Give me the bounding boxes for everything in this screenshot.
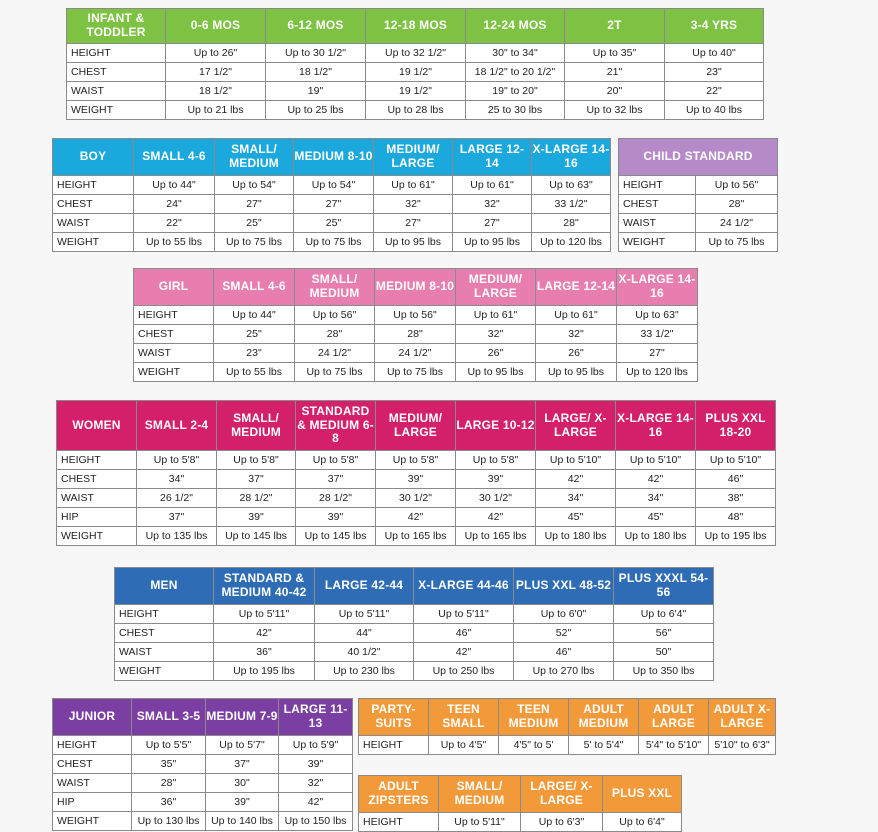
measurement-value: 30" to 34" [466,44,565,63]
measurement-value: Up to 5'10" [536,451,616,470]
measurement-label: WEIGHT [67,101,166,120]
measurement-label: HEIGHT [134,306,214,325]
measurement-value: 37" [296,470,376,489]
measurement-value: Up to 54" [215,176,294,195]
measurement-value: 28" [375,325,456,344]
measurement-value: 28" [532,214,611,233]
measurement-row-height [134,306,698,325]
size-header-0-6-mos: 0-6 MOS [166,9,266,44]
measurement-value: Up to 75 lbs [375,363,456,382]
size-header-small-4-6: SMALL 4-6 [134,139,215,176]
size-header-large-12-14: LARGE 12-14 [536,269,617,306]
measurement-row-chest [619,195,778,214]
size-header-small-medium: SMALL/ MEDIUM [295,269,375,306]
measurement-value: Up to 61" [453,176,532,195]
measurement-value: Up to 75 lbs [696,233,778,252]
measurement-value: 26" [536,344,617,363]
measurement-value: 23" [665,63,764,82]
measurement-value: Up to 195 lbs [214,662,315,681]
measurement-value: Up to 120 lbs [617,363,698,382]
measurement-value: 42" [279,793,353,812]
size-header-small-medium: SMALL/ MEDIUM [217,401,296,451]
category-header: BOY [53,139,134,176]
measurement-value: Up to 95 lbs [456,363,536,382]
measurement-row-height [53,736,353,755]
measurement-row-weight [57,527,776,546]
measurement-value: Up to 5'11" [315,605,414,624]
size-header-6-12-mos: 6-12 MOS [266,9,366,44]
header-row [57,401,776,451]
size-header-medium-large: MEDIUM/ LARGE [376,401,456,451]
measurement-label: CHEST [619,195,696,214]
measurement-value: Up to 61" [456,306,536,325]
measurement-value: 32" [279,774,353,793]
measurement-label: HEIGHT [57,451,137,470]
measurement-value: 18 1/2" to 20 1/2" [466,63,565,82]
measurement-value: 19 1/2" [366,63,466,82]
measurement-label: CHEST [53,755,132,774]
size-header-large-11-13: LARGE 11-13 [279,699,353,736]
measurement-value: 27" [374,214,453,233]
girl-size-table [133,268,698,382]
measurement-value: 5'10" to 6'3" [709,736,776,755]
measurement-value: Up to 4'5" [429,736,499,755]
measurement-value: Up to 95 lbs [536,363,617,382]
measurement-value: Up to 230 lbs [315,662,414,681]
measurement-value: Up to 5'11" [414,605,514,624]
measurement-label: CHEST [53,195,134,214]
size-header-small-medium: SMALL/ MEDIUM [439,776,521,813]
measurement-value: 30 1/2" [456,489,536,508]
measurement-row-height [57,451,776,470]
measurement-value: Up to 25 lbs [266,101,366,120]
size-header-12-18-mos: 12-18 MOS [366,9,466,44]
measurement-value: Up to 140 lbs [206,812,279,831]
measurement-label: WAIST [53,774,132,793]
measurement-label: WAIST [53,214,134,233]
measurement-value: 18 1/2" [266,63,366,82]
measurement-value: 25" [294,214,374,233]
measurement-value: Up to 5'11" [214,605,315,624]
measurement-row-weight [53,812,353,831]
measurement-value: 46" [514,643,614,662]
measurement-label: HEIGHT [53,736,132,755]
measurement-value: 32" [456,325,536,344]
category-header: INFANT & TODDLER [67,9,166,44]
measurement-value: Up to 28 lbs [366,101,466,120]
zipsters-size-table [358,775,682,832]
measurement-value: 4'5" to 5' [499,736,569,755]
measurement-value: 34" [536,489,616,508]
measurement-value: Up to 95 lbs [453,233,532,252]
measurement-label: HEIGHT [53,176,134,195]
measurement-row-waist [53,774,353,793]
measurement-row-weight [67,101,764,120]
measurement-value: Up to 35" [565,44,665,63]
measurement-value: 24 1/2" [295,344,375,363]
measurement-value: Up to 130 lbs [132,812,206,831]
measurement-value: 39" [296,508,376,527]
measurement-value: 24" [134,195,215,214]
measurement-value: 56" [614,624,714,643]
measurement-value: Up to 5'8" [376,451,456,470]
measurement-row-weight [619,233,778,252]
measurement-label: WAIST [115,643,214,662]
measurement-value: 5' to 5'4" [569,736,639,755]
measurement-value: Up to 61" [374,176,453,195]
measurement-row-chest [115,624,714,643]
measurement-value: 26 1/2" [137,489,217,508]
category-header: WOMEN [57,401,137,451]
measurement-value: 27" [294,195,374,214]
size-header-adult-x-large: ADULT X-LARGE [709,699,776,736]
size-header-12-24-mos: 12-24 MOS [466,9,565,44]
measurement-value: Up to 5'8" [217,451,296,470]
measurement-label: WAIST [619,214,696,233]
header-row [53,699,353,736]
measurement-value: Up to 44" [214,306,295,325]
category-header: ADULT ZIPSTERS [359,776,439,813]
measurement-value: 25" [215,214,294,233]
size-header-medium-8-10: MEDIUM 8-10 [375,269,456,306]
measurement-row-waist [67,82,764,101]
measurement-value: Up to 54" [294,176,374,195]
measurement-value: 50" [614,643,714,662]
measurement-value: 20" [565,82,665,101]
measurement-label: CHEST [57,470,137,489]
measurement-label: CHEST [67,63,166,82]
measurement-value: Up to 195 lbs [696,527,776,546]
measurement-value: Up to 26" [166,44,266,63]
measurement-label: CHEST [115,624,214,643]
category-header: MEN [115,568,214,605]
measurement-value: 46" [414,624,514,643]
measurement-value: Up to 5'8" [456,451,536,470]
measurement-value: 38" [696,489,776,508]
measurement-value: Up to 40 lbs [665,101,764,120]
measurement-row-height [619,176,778,195]
measurement-value: Up to 32 1/2" [366,44,466,63]
measurement-value: 23" [214,344,295,363]
measurement-value: Up to 270 lbs [514,662,614,681]
measurement-value: Up to 135 lbs [137,527,217,546]
measurement-label: HEIGHT [619,176,696,195]
measurement-value: 39" [376,470,456,489]
header-row [67,9,764,44]
measurement-value: 32" [453,195,532,214]
measurement-label: WAIST [134,344,214,363]
boy-size-table [52,138,611,252]
measurement-row-height [67,44,764,63]
measurement-label: WEIGHT [53,812,132,831]
measurement-value: 27" [453,214,532,233]
measurement-value: Up to 6'3" [521,813,603,832]
size-header-adult-large: ADULT LARGE [639,699,709,736]
measurement-label: WEIGHT [53,233,134,252]
measurement-label: HEIGHT [67,44,166,63]
size-header-medium-large: MEDIUM/ LARGE [456,269,536,306]
size-header-plus-xxl-18-20: PLUS XXL 18-20 [696,401,776,451]
size-header-standard-medium-6-8: STANDARD & MEDIUM 6-8 [296,401,376,451]
measurement-row-height [115,605,714,624]
measurement-row-chest [67,63,764,82]
measurement-row-chest [134,325,698,344]
measurement-value: 37" [137,508,217,527]
measurement-value: Up to 32 lbs [565,101,665,120]
measurement-label: WEIGHT [619,233,696,252]
measurement-label: HIP [57,508,137,527]
measurement-label: CHEST [134,325,214,344]
measurement-value: Up to 21 lbs [166,101,266,120]
header-row [115,568,714,605]
size-header-large-x-large: LARGE/ X-LARGE [521,776,603,813]
measurement-row-waist [619,214,778,233]
measurement-value: 40 1/2" [315,643,414,662]
measurement-value: 25 to 30 lbs [466,101,565,120]
header-row [619,139,778,176]
measurement-value: 34" [616,489,696,508]
measurement-label: HEIGHT [115,605,214,624]
size-header-small-3-5: SMALL 3-5 [132,699,206,736]
measurement-value: 48" [696,508,776,527]
header-row [134,269,698,306]
measurement-row-waist [115,643,714,662]
measurement-value: Up to 56" [696,176,778,195]
measurement-value: Up to 40" [665,44,764,63]
measurement-value: Up to 61" [536,306,617,325]
measurement-value: 30 1/2" [376,489,456,508]
size-header-medium-large: MEDIUM/ LARGE [374,139,453,176]
measurement-value: 28" [696,195,778,214]
size-header-x-large-14-16: X-LARGE 14-16 [532,139,611,176]
measurement-value: Up to 63" [532,176,611,195]
measurement-value: 28" [132,774,206,793]
women-size-table [56,400,776,546]
measurement-label: WEIGHT [115,662,214,681]
measurement-value: 37" [206,755,279,774]
size-header-large-42-44: LARGE 42-44 [315,568,414,605]
measurement-value: 39" [279,755,353,774]
measurement-value: 39" [206,793,279,812]
measurement-label: WAIST [57,489,137,508]
measurement-value: 19 1/2" [366,82,466,101]
measurement-value: 26" [456,344,536,363]
measurement-label: HEIGHT [359,736,429,755]
measurement-value: 17 1/2" [166,63,266,82]
measurement-label: WEIGHT [134,363,214,382]
measurement-value: 28 1/2" [296,489,376,508]
measurement-value: Up to 75 lbs [294,233,374,252]
child-size-table [618,138,778,252]
size-header-large-12-14: LARGE 12-14 [453,139,532,176]
measurement-value: 45" [536,508,616,527]
measurement-value: Up to 30 1/2" [266,44,366,63]
measurement-value: 44" [315,624,414,643]
measurement-value: 22" [665,82,764,101]
infant-size-table [66,8,764,120]
measurement-row-waist [134,344,698,363]
measurement-value: 27" [215,195,294,214]
measurement-value: 32" [536,325,617,344]
measurement-row-waist [57,489,776,508]
header-row [53,139,611,176]
measurement-value: 37" [217,470,296,489]
measurement-row-height [53,176,611,195]
measurement-value: 36" [214,643,315,662]
size-header-plus-xxxl-54-56: PLUS XXXL 54-56 [614,568,714,605]
measurement-value: 28 1/2" [217,489,296,508]
category-header: GIRL [134,269,214,306]
measurement-value: 52" [514,624,614,643]
measurement-value: Up to 5'7" [206,736,279,755]
size-header-x-large-14-16: X-LARGE 14-16 [617,269,698,306]
measurement-label: HEIGHT [359,813,439,832]
measurement-row-weight [115,662,714,681]
measurement-value: Up to 120 lbs [532,233,611,252]
measurement-value: Up to 56" [295,306,375,325]
measurement-row-height [359,813,682,832]
category-header: CHILD STANDARD [619,139,778,176]
measurement-value: 39" [217,508,296,527]
measurement-value: Up to 5'11" [439,813,521,832]
size-header-x-large-44-46: X-LARGE 44-46 [414,568,514,605]
party-size-table [358,698,776,755]
measurement-row-chest [53,755,353,774]
measurement-value: 24 1/2" [375,344,456,363]
measurement-value: Up to 95 lbs [374,233,453,252]
measurement-value: 19" [266,82,366,101]
measurement-value: Up to 180 lbs [536,527,616,546]
measurement-value: Up to 5'5" [132,736,206,755]
men-size-table [114,567,714,681]
measurement-row-chest [53,195,611,214]
measurement-row-hip [57,508,776,527]
measurement-value: 39" [456,470,536,489]
measurement-value: 28" [295,325,375,344]
measurement-value: 33 1/2" [532,195,611,214]
size-header-small-4-6: SMALL 4-6 [214,269,295,306]
measurement-value: Up to 56" [375,306,456,325]
measurement-value: Up to 5'8" [296,451,376,470]
size-header-medium-8-10: MEDIUM 8-10 [294,139,374,176]
measurement-value: Up to 6'4" [614,605,714,624]
header-row [359,776,682,813]
size-header-small-medium: SMALL/ MEDIUM [215,139,294,176]
size-header-large-10-12: LARGE 10-12 [456,401,536,451]
measurement-value: Up to 75 lbs [295,363,375,382]
measurement-value: Up to 6'0" [514,605,614,624]
measurement-value: 42" [456,508,536,527]
measurement-value: Up to 250 lbs [414,662,514,681]
measurement-label: HIP [53,793,132,812]
size-header-standard-medium-40-42: STANDARD & MEDIUM 40-42 [214,568,315,605]
measurement-value: Up to 145 lbs [296,527,376,546]
measurement-value: 46" [696,470,776,489]
measurement-value: 45" [616,508,696,527]
measurement-label: WAIST [67,82,166,101]
measurement-value: 42" [616,470,696,489]
measurement-value: 21" [565,63,665,82]
measurement-value: Up to 150 lbs [279,812,353,831]
header-row [359,699,776,736]
measurement-value: 18 1/2" [166,82,266,101]
measurement-value: Up to 6'4" [603,813,682,832]
size-header-adult-medium: ADULT MEDIUM [569,699,639,736]
measurement-value: Up to 145 lbs [217,527,296,546]
size-header-small-2-4: SMALL 2-4 [137,401,217,451]
measurement-value: 42" [414,643,514,662]
measurement-value: 42" [376,508,456,527]
measurement-row-hip [53,793,353,812]
size-header-3-4-yrs: 3-4 YRS [665,9,764,44]
category-header: JUNIOR [53,699,132,736]
measurement-value: 32" [374,195,453,214]
measurement-value: Up to 180 lbs [616,527,696,546]
measurement-value: 34" [137,470,217,489]
measurement-row-weight [53,233,611,252]
measurement-value: Up to 75 lbs [215,233,294,252]
measurement-value: 24 1/2" [696,214,778,233]
category-header: PARTY-SUITS [359,699,429,736]
measurement-value: Up to 5'10" [616,451,696,470]
measurement-value: 33 1/2" [617,325,698,344]
measurement-value: 22" [134,214,215,233]
measurement-value: 27" [617,344,698,363]
measurement-row-weight [134,363,698,382]
measurement-value: 5'4" to 5'10" [639,736,709,755]
measurement-value: Up to 5'8" [137,451,217,470]
measurement-value: Up to 5'9" [279,736,353,755]
measurement-value: Up to 44" [134,176,215,195]
measurement-value: Up to 55 lbs [214,363,295,382]
size-header-medium-7-9: MEDIUM 7-9 [206,699,279,736]
measurement-value: Up to 350 lbs [614,662,714,681]
measurement-value: Up to 63" [617,306,698,325]
measurement-value: Up to 5'10" [696,451,776,470]
measurement-row-height [359,736,776,755]
size-header-x-large-14-16: X-LARGE 14-16 [616,401,696,451]
size-header-plus-xxl-48-52: PLUS XXL 48-52 [514,568,614,605]
measurement-row-waist [53,214,611,233]
junior-size-table [52,698,353,831]
measurement-row-chest [57,470,776,489]
measurement-value: 42" [214,624,315,643]
measurement-value: 19" to 20" [466,82,565,101]
measurement-value: Up to 55 lbs [134,233,215,252]
measurement-value: Up to 165 lbs [376,527,456,546]
size-header-teen-medium: TEEN MEDIUM [499,699,569,736]
measurement-label: WEIGHT [57,527,137,546]
measurement-value: 42" [536,470,616,489]
measurement-value: Up to 165 lbs [456,527,536,546]
measurement-value: 35" [132,755,206,774]
size-header-2t: 2T [565,9,665,44]
measurement-value: 25" [214,325,295,344]
size-header-plus-xxl: PLUS XXL [603,776,682,813]
measurement-value: 36" [132,793,206,812]
size-header-large-x-large: LARGE/ X-LARGE [536,401,616,451]
measurement-value: 30" [206,774,279,793]
size-header-teen-small: TEEN SMALL [429,699,499,736]
